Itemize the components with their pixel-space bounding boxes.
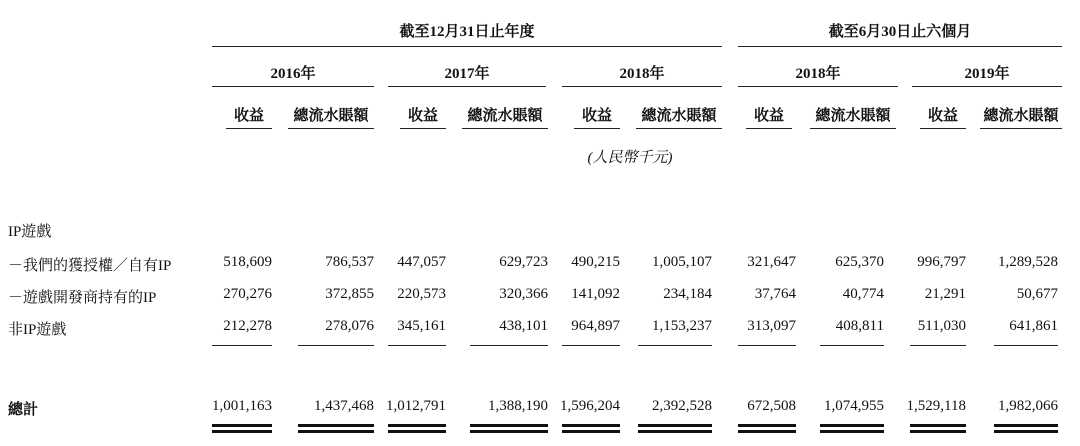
total-value: 672,508 — [747, 398, 796, 414]
cell-value: 996,797 — [917, 254, 966, 270]
group-divider — [738, 46, 1062, 47]
cell-value: 1,005,107 — [652, 254, 712, 270]
double-underline — [820, 424, 884, 427]
subtotal-line — [298, 345, 374, 346]
subtotal-line — [738, 345, 796, 346]
row-label: 非IP遊戲 — [8, 322, 67, 338]
cell-value: 372,855 — [325, 286, 374, 302]
row-label: －遊戲開發商持有的IP — [8, 290, 157, 306]
cell-value: 234,184 — [663, 286, 712, 302]
subtotal-line — [470, 345, 548, 346]
double-underline — [212, 430, 272, 433]
double-underline — [820, 430, 884, 433]
cell-value: 438,101 — [499, 318, 548, 334]
group-divider — [212, 46, 722, 47]
year-header: 2019年 — [964, 66, 1010, 82]
subtotal-line — [212, 345, 272, 346]
total-value: 2,392,528 — [652, 398, 712, 414]
total-value: 1,529,118 — [906, 398, 966, 414]
cell-value: 21,291 — [924, 286, 966, 302]
double-underline — [562, 430, 620, 433]
row-label: －我們的獲授權／自有IP — [8, 258, 172, 274]
col-underline — [574, 128, 620, 129]
year-divider — [388, 86, 546, 87]
double-underline — [910, 424, 966, 427]
cell-value: 641,861 — [1009, 318, 1058, 334]
col-underline — [920, 128, 966, 129]
double-underline — [388, 424, 446, 427]
double-underline — [212, 424, 272, 427]
double-underline — [638, 430, 712, 433]
col-header-gross-billings: 總流水賬額 — [293, 108, 369, 124]
total-value: 1,437,468 — [314, 398, 374, 414]
double-underline — [994, 424, 1058, 427]
col-underline — [462, 128, 548, 129]
group-header-six-months: 截至6月30日止六個月 — [828, 24, 972, 40]
col-header-gross-billings: 總流水賬額 — [641, 108, 717, 124]
cell-value: 278,076 — [325, 318, 374, 334]
cell-value: 220,573 — [397, 286, 446, 302]
year-divider — [212, 86, 374, 87]
col-header-revenue: 收益 — [753, 108, 784, 124]
col-header-gross-billings: 總流水賬額 — [467, 108, 543, 124]
double-underline — [298, 430, 374, 433]
cell-value: 1,289,528 — [998, 254, 1058, 270]
total-value: 1,982,066 — [998, 398, 1058, 414]
year-divider — [912, 86, 1062, 87]
subtotal-line — [388, 345, 446, 346]
col-header-gross-billings: 總流水賬額 — [815, 108, 891, 124]
year-header: 2018年 — [795, 66, 841, 82]
double-underline — [470, 424, 548, 427]
cell-value: 518,609 — [223, 254, 272, 270]
cell-value: 964,897 — [571, 318, 620, 334]
year-header: 2017年 — [444, 66, 490, 82]
col-header-revenue: 收益 — [407, 108, 438, 124]
double-underline — [388, 430, 446, 433]
cell-value: 320,366 — [499, 286, 548, 302]
cell-value: 629,723 — [499, 254, 548, 270]
total-value: 1,596,204 — [560, 398, 620, 414]
cell-value: 1,153,237 — [652, 318, 712, 334]
subtotal-line — [910, 345, 966, 346]
double-underline — [298, 424, 374, 427]
double-underline — [910, 430, 966, 433]
cell-value: 313,097 — [747, 318, 796, 334]
col-underline — [746, 128, 792, 129]
cell-value: 786,537 — [325, 254, 374, 270]
col-header-revenue: 收益 — [927, 108, 958, 124]
col-underline — [636, 128, 722, 129]
total-value: 1,074,955 — [824, 398, 884, 414]
col-header-revenue: 收益 — [581, 108, 612, 124]
cell-value: 270,276 — [223, 286, 272, 302]
col-underline — [288, 128, 374, 129]
col-header-gross-billings: 總流水賬額 — [983, 108, 1059, 124]
subtotal-line — [820, 345, 884, 346]
cell-value: 490,215 — [571, 254, 620, 270]
col-underline — [980, 128, 1062, 129]
subtotal-line — [638, 345, 712, 346]
year-divider — [562, 86, 722, 87]
year-header: 2016年 — [270, 66, 316, 82]
year-header: 2018年 — [619, 66, 665, 82]
double-underline — [638, 424, 712, 427]
total-value: 1,388,190 — [488, 398, 548, 414]
cell-value: 212,278 — [223, 318, 272, 334]
group-header-year-ended: 截至12月31日止年度 — [399, 24, 535, 40]
col-underline — [810, 128, 896, 129]
cell-value: 40,774 — [842, 286, 884, 302]
col-underline — [226, 128, 272, 129]
cell-value: 511,030 — [917, 318, 966, 334]
cell-value: 447,057 — [397, 254, 446, 270]
total-value: 1,012,791 — [386, 398, 446, 414]
col-header-revenue: 收益 — [233, 108, 264, 124]
col-underline — [400, 128, 446, 129]
section-label: IP遊戲 — [8, 224, 52, 240]
cell-value: 141,092 — [571, 286, 620, 302]
cell-value: 50,677 — [1016, 286, 1058, 302]
subtotal-line — [994, 345, 1058, 346]
cell-value: 408,811 — [835, 318, 884, 334]
double-underline — [994, 430, 1058, 433]
double-underline — [738, 424, 796, 427]
cell-value: 321,647 — [747, 254, 796, 270]
total-value: 1,001,163 — [212, 398, 272, 414]
double-underline — [470, 430, 548, 433]
subtotal-line — [562, 345, 620, 346]
cell-value: 625,370 — [835, 254, 884, 270]
cell-value: 345,161 — [397, 318, 446, 334]
total-label: 總計 — [8, 402, 39, 418]
double-underline — [562, 424, 620, 427]
cell-value: 37,764 — [754, 286, 796, 302]
double-underline — [738, 430, 796, 433]
unit-note: (人民幣千元) — [587, 150, 673, 166]
year-divider — [738, 86, 898, 87]
